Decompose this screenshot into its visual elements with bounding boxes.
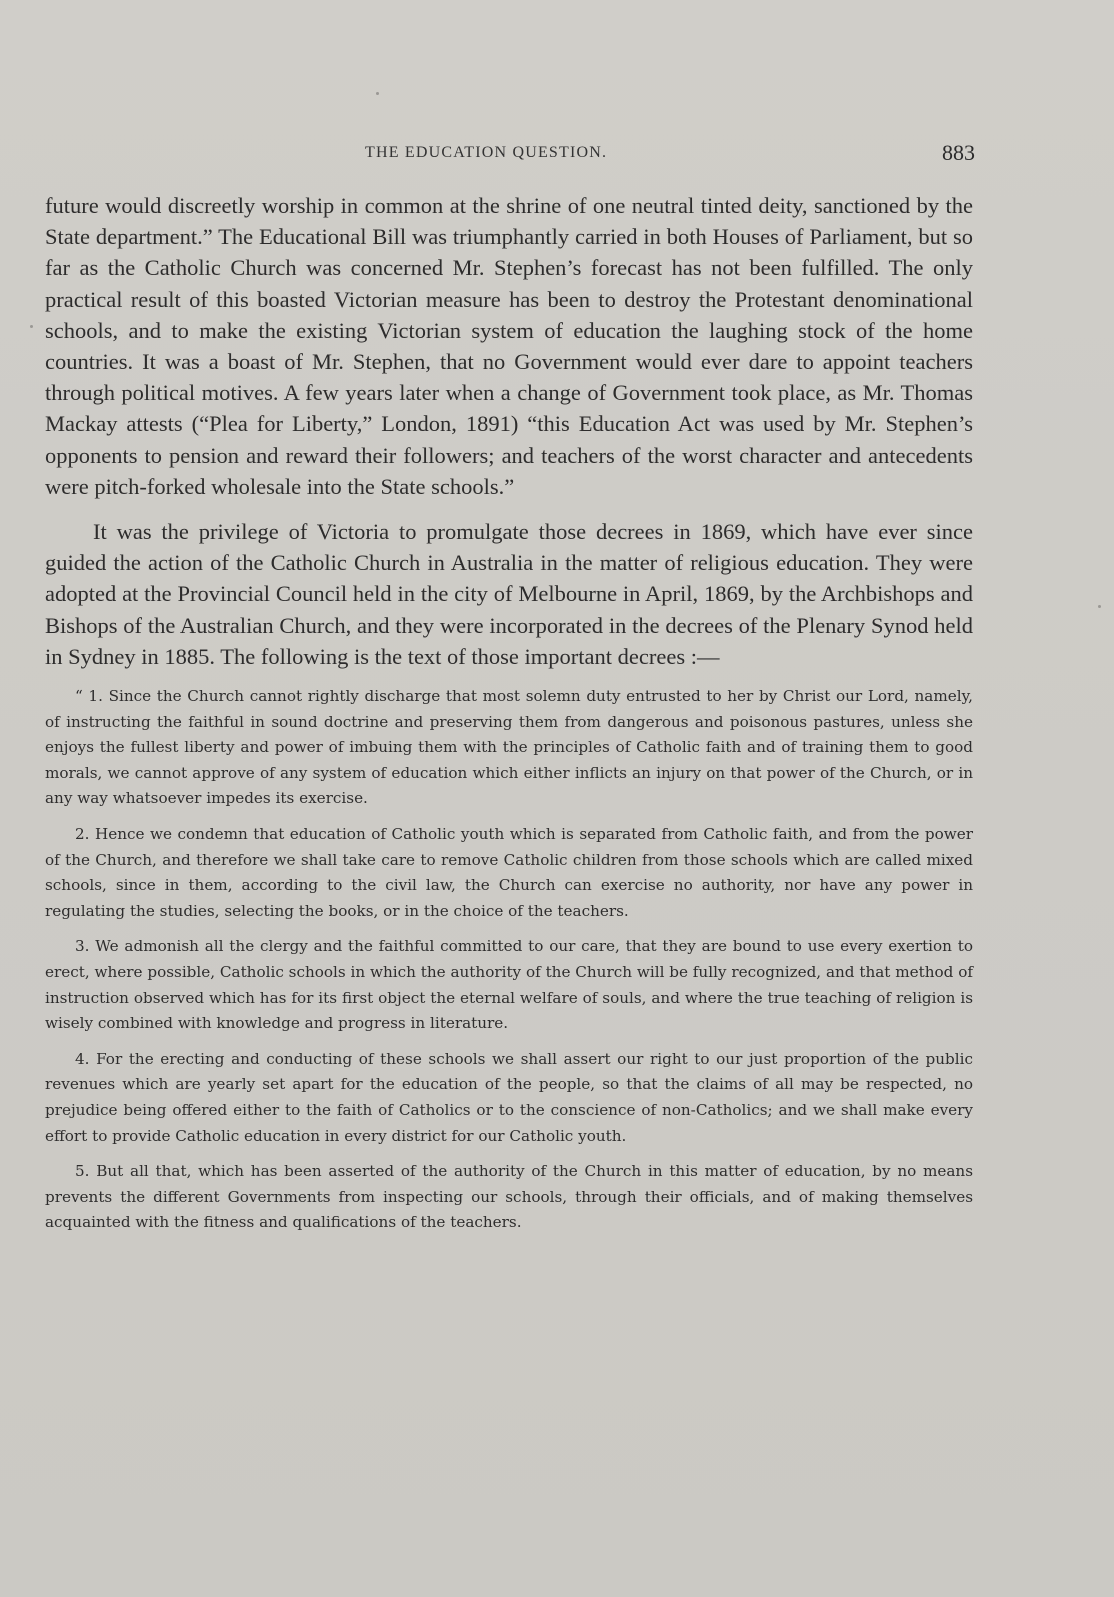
decrees-list — [45, 684, 973, 1236]
decree-1: “ 1. Since the Church cannot rightly discharge that most solemn duty entrusted to her by Christ our Lord, namely, of instructing the faithful in sound doctrine and preserving them from dangerous and poisonous pastures, unless she enjoys the fullest liberty and power of imbuing them with the principles of Catholic faith and of training them to good morals, we cannot approve of any system of education which either inflicts an injury on that power of the Church, or in any way whatsoever impedes its exercise. — [45, 687, 973, 808]
decree-4: 4. For the erecting and conducting of these schools we shall assert our right to our just proportion of the public revenues which are yearly set apart for the education of the people, so that the claims of all may be respected, no prejudice being offered either to the faith of Catholics or to the conscience of non-Catholics; and we shall make every effort to provide Catholic education in every district for our Catholic youth. — [45, 1049, 973, 1145]
paper-speck — [30, 325, 33, 328]
body-text — [45, 190, 973, 1236]
paper-speck — [376, 92, 379, 95]
running-header — [45, 140, 975, 170]
paper-speck — [1098, 605, 1101, 608]
running-title: THE EDUCATION QUESTION. — [365, 144, 608, 161]
decree-2: 2. Hence we condemn that education of Catholic youth which is separated from Catholic faith, and from the power of the Church, and therefore we shall take care to remove Catholic children from those schools which are called mixed schools, since in them, according to the civil law, the Church can exercise no authority, nor have any power in regulating the studies, selecting the books, or in the choice of the teachers. — [45, 825, 973, 920]
decree-5: 5. But all that, which has been asserted of the authority of the Church in this matter of education, by no means prevents the different Governments from inspecting our schools, through their officials, and of making themselves acquainted with the fitness and qualifications of the teachers. — [45, 1162, 973, 1232]
decree-3: 3. We admonish all the clergy and the faithful committed to our care, that they are bound to use every exertion to erect, where possible, Catholic schools in which the authority of the Church will be fully recognized, and that method of instruction observed which has for its first object the eternal welfare of souls, and where the true teaching of religion is wisely combined with knowledge and progress in literature. — [45, 937, 973, 1033]
paragraph-continuation: future would discreetly worship in common at the shrine of one neutral tinted deity, sanctioned by the State department.” The Educational Bill was triumphantly carried in both Houses of Parliament, but so far as the Catholic Church was concerned Mr. Stephen’s forecast has not been fulfilled. The only practical result of this boasted Victorian measure has been to destroy the Protestant denominational schools, and to make the existing Victorian system of education the laughing stock of the home countries. It was a boast of Mr. Stephen, that no Government would ever dare to appoint teachers through political motives. A few years later when a change of Government took place, as Mr. Thomas Mackay attests (“Plea for Liberty,” London, 1891) “this Education Act was used by Mr. Stephen’s opponents to pension and reward their followers; and teachers of the worst character and antecedents were pitch-forked wholesale into the State schools.” — [45, 193, 973, 499]
paragraph-victoria-decrees: It was the privilege of Victoria to promulgate those decrees in 1869, which have ever since guided the action of the Catholic Church in Australia in the matter of religious education. They were adopted at the Provincial Council held in the city of Melbourne in April, 1869, by the Archbishops and Bishops of the Australian Church, and they were incorporated in the decrees of the Plenary Synod held in Sydney in 1885. The following is the text of those important decrees :— — [45, 519, 973, 669]
page-number: 883 — [942, 140, 975, 165]
